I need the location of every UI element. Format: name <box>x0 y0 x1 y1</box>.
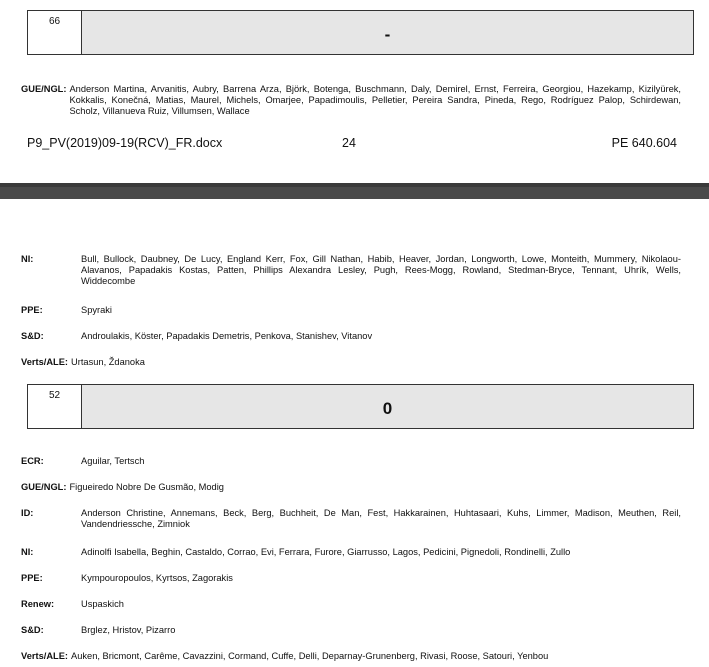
vote-tally-box-against <box>27 10 694 55</box>
group-members: Auken, Bricmont, Carême, Cavazzini, Cormand, Cuffe, Delli, Deparnay-Grunenberg, Rivasi, Roose, Satouri, Yenbou <box>71 651 549 661</box>
vote-tally-box-abstention <box>27 384 694 429</box>
group-row-renew <box>21 599 681 610</box>
group-row-ni <box>21 254 681 287</box>
group-name: PPE: <box>21 305 43 315</box>
group-members: Aguilar, Tertsch <box>81 456 145 466</box>
group-name: Verts/ALE: <box>21 357 69 367</box>
footer-filename: P9_PV(2019)09-19(RCV)_FR.docx <box>27 136 223 150</box>
group-row-sd <box>21 625 681 636</box>
group-members: Adinolfi Isabella, Beghin, Castaldo, Corrao, Evi, Ferrara, Furore, Giarrusso, Lagos, Pedicini, Pignedoli, Rondinelli, Zullo <box>81 547 571 557</box>
group-members: Urtasun, Ždanoka <box>71 357 145 367</box>
group-row-id <box>21 508 681 530</box>
group-row-ppe <box>21 573 681 584</box>
document-page-24 <box>0 0 709 183</box>
group-members: Spyraki <box>81 305 113 315</box>
group-members: Anderson Christine, Annemans, Beck, Berg, Buchheit, De Man, Fest, Hakkarainen, Huhtasaari, Kuhs, Limmer, Madison, Meuthen, Reil, Vandendriessche, Zimniok <box>81 508 681 529</box>
group-name: S&D: <box>21 331 44 341</box>
group-row-ni <box>21 547 681 558</box>
group-name: GUE/NGL: <box>21 482 67 492</box>
group-name: ID: <box>21 508 34 518</box>
vote-symbol: - <box>82 11 693 54</box>
group-members: Brglez, Hristov, Pizarro <box>81 625 176 635</box>
footer-reference: PE 640.604 <box>611 136 677 150</box>
group-members: Kympouropoulos, Kyrtsos, Zagorakis <box>81 573 233 583</box>
document-page-25 <box>0 199 709 667</box>
group-name: NI: <box>21 547 34 557</box>
group-members: Anderson Martina, Arvanitis, Aubry, Barrena Arza, Björk, Botenga, Buschmann, Daly, Demirel, Ernst, Ferreira, Georgiou, Hazekamp, Kizilyürek, Kokkalis, Konečná, Matias, Maurel, Michels, Omarjee, Papadimoulis, Pelletier, Pereira Sandra, Pineda, Rego, Rodríguez Palop, Schirdewan, Scholz, Villanueva Ruiz, Villumsen, Wallace <box>69 84 681 116</box>
group-members: Androulakis, Köster, Papadakis Demetris, Penkova, Stanishev, Vitanov <box>81 331 373 341</box>
group-row-gue-ngl <box>21 482 681 493</box>
group-name: ECR: <box>21 456 44 466</box>
vote-symbol: 0 <box>82 385 693 428</box>
group-name: GUE/NGL: <box>21 84 67 94</box>
group-members: Bull, Bullock, Daubney, De Lucy, England Kerr, Fox, Gill Nathan, Habib, Heaver, Jordan, Longworth, Lowe, Monteith, Mummery, Nikolaou-Alavanos, Papadakis Kostas, Patten, Phillips Alexandra Lesley, Pugh, Rees-Mogg, Rowland, Stedman-Bryce, Tennant, Uhrík, Wells, Widdecombe <box>81 254 681 286</box>
page-separator <box>0 183 709 199</box>
group-row-verts-ale <box>21 651 681 662</box>
group-members: Figueiredo Nobre De Gusmão, Modig <box>69 482 224 492</box>
group-row-verts-ale <box>21 357 681 368</box>
group-row-ppe <box>21 305 681 316</box>
group-row-gue-ngl <box>21 84 681 117</box>
vote-count: 66 <box>28 11 82 54</box>
group-name: Verts/ALE: <box>21 651 69 661</box>
group-name: S&D: <box>21 625 44 635</box>
vote-count: 52 <box>28 385 82 428</box>
footer-page-number: 24 <box>342 136 356 150</box>
group-name: NI: <box>21 254 34 264</box>
group-row-sd <box>21 331 681 342</box>
group-name: Renew: <box>21 599 55 609</box>
group-row-ecr <box>21 456 681 467</box>
group-name: PPE: <box>21 573 43 583</box>
group-members: Uspaskich <box>81 599 124 609</box>
